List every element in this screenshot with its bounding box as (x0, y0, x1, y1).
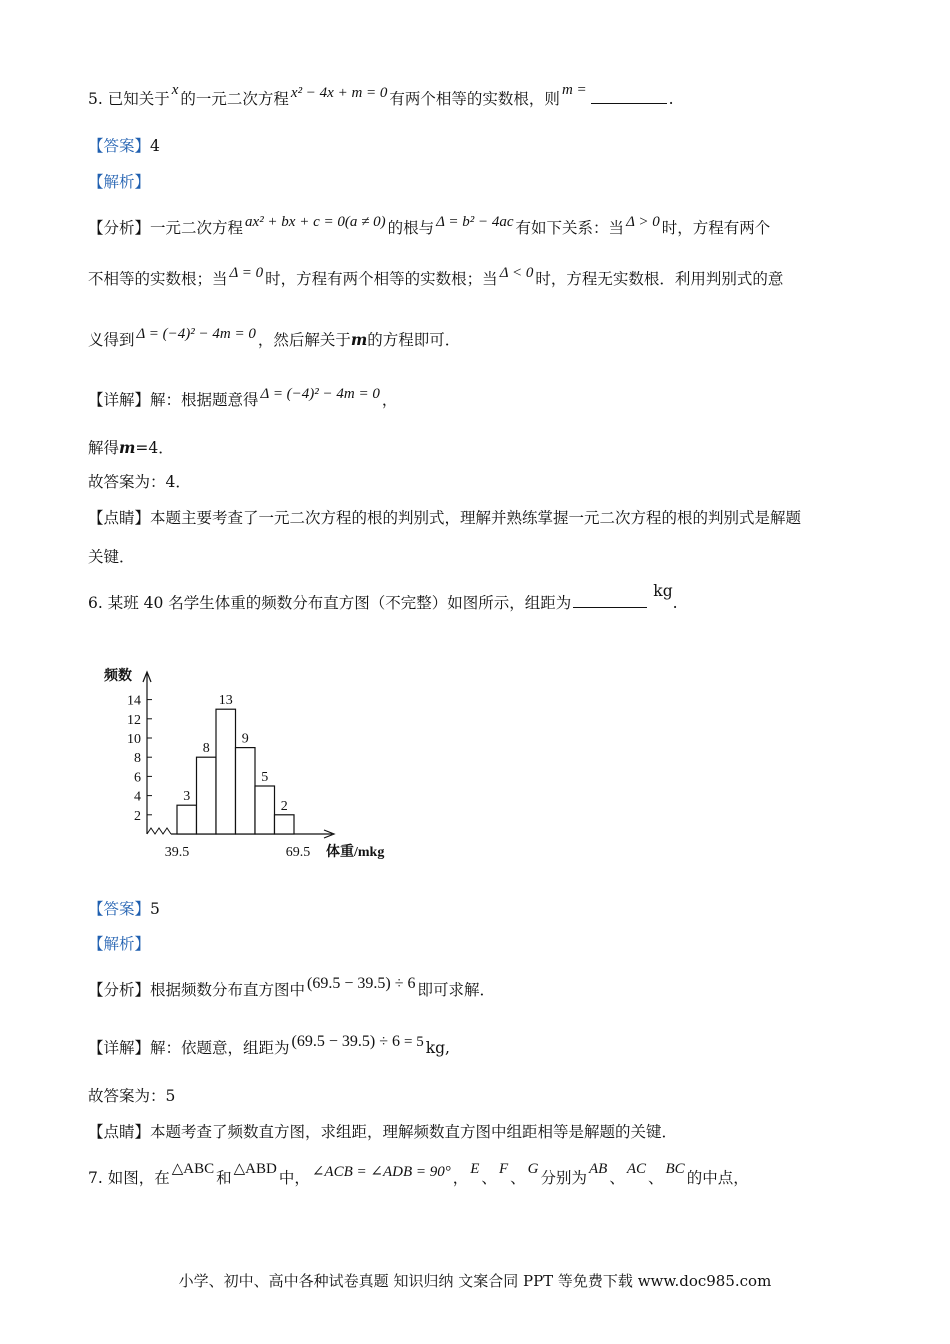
q5-fenxi-text-7: 时，方程无实数根．利用判别式的意 (535, 270, 784, 288)
q5-detail-text-2: ， (381, 391, 398, 409)
comment-tag: 【点睛】 (88, 1123, 151, 1141)
q7-sep-4: 、 (648, 1169, 664, 1187)
q5-fenxi-math-1: ax² + bx + c = 0(a ≠ 0) (245, 214, 386, 230)
q5-question (88, 82, 674, 111)
frequency-histogram (100, 660, 410, 865)
q5-fenxi-text-3: 有如下关系：当 (515, 219, 625, 237)
q6-fenxi-math: (69.5 − 39.5) ÷ 6 (307, 975, 416, 992)
q7-math-abd: △ABD (233, 1161, 277, 1177)
histogram-bar (236, 748, 256, 834)
x-tick-label: 69.5 (285, 845, 311, 860)
q7-math-f: F (498, 1161, 509, 1177)
y-tick-label: 12 (127, 712, 141, 728)
q5-answer-blank[interactable] (591, 89, 667, 104)
histogram-bar (197, 757, 217, 834)
q6-tail: . (672, 594, 678, 612)
q5-detail-var-m: m (119, 438, 136, 457)
q6-comment-text: 本题考查了频数直方图，求组距，理解频数直方图中组距相等是解题的关键． (150, 1123, 678, 1141)
q6-unit: kg (653, 582, 673, 600)
q5-math-m: m = (561, 82, 587, 98)
q7-math-e: E (470, 1161, 480, 1177)
q7-math-ac: AC (626, 1161, 646, 1177)
page-footer: 小学、初中、高中各种试卷真题 知识归纳 文案合同 PPT 等免费下载 www.doc985.com (178, 1272, 772, 1290)
q5-fenxi-math-2: Δ = b² − 4ac (436, 214, 514, 230)
q6-detail-math-1: (69.5 − 39.5) ÷ 6 (291, 1033, 400, 1050)
comment-tag: 【点睛】 (88, 509, 151, 527)
q7-math-g: G (527, 1161, 539, 1177)
q7-text-1: 7. 如图，在 (88, 1169, 170, 1187)
q7-sep-3: 、 (609, 1169, 625, 1187)
q7-text-5: 分别为 (540, 1169, 587, 1187)
q5-text-1: 5. 已知关于 (88, 90, 170, 108)
y-tick-label: 4 (134, 789, 141, 805)
y-tick-label: 14 (127, 693, 141, 709)
q5-text-3: 有两个相等的实数根，则 (389, 90, 560, 108)
bar-data-label: 5 (261, 770, 269, 785)
x-axis-break (147, 828, 171, 834)
q5-detail-line-3: 故答案为：4． (88, 473, 191, 491)
bar-data-label: 3 (183, 789, 191, 805)
q5-answer (88, 135, 160, 157)
q7-text-4: ， (452, 1169, 469, 1187)
y-axis-title: 频数 (104, 669, 132, 684)
q5-fenxi-line-3 (88, 326, 461, 352)
q5-math-equation: x² − 4x + m = 0 (290, 85, 388, 101)
q7-math-bc: BC (665, 1161, 685, 1177)
q5-tail: . (668, 90, 674, 108)
q5-detail-line-2 (88, 437, 174, 459)
q5-fenxi-var-m: m (350, 330, 368, 349)
q5-comment-line-2: 关键． (88, 548, 135, 566)
q7-text-6: 的中点， (686, 1169, 749, 1187)
q6-detail-text-1: 解：依题意，组距为 (150, 1039, 290, 1057)
q5-analysis (88, 171, 150, 193)
q5-fenxi-text-8: 义得到 (88, 331, 135, 349)
q6-answer-blank[interactable] (573, 593, 647, 608)
q7-math-abc: △ABC (171, 1161, 215, 1177)
q5-fenxi-text-4: 时，方程有两个 (661, 219, 771, 237)
q6-detail-text-2: kg, (425, 1039, 450, 1057)
q5-detail-line-1 (88, 386, 398, 412)
histogram-bar (177, 805, 197, 834)
y-tick-label: 10 (127, 732, 141, 747)
histogram-bar (275, 815, 295, 834)
q5-fenxi-text-2: 的根与 (387, 219, 435, 237)
chart-bars (177, 709, 294, 834)
y-tick-label: 2 (134, 808, 141, 824)
q6-fenxi-text-2: 即可求解． (417, 981, 496, 999)
answer-tag: 【答案】 (88, 137, 151, 155)
analysis-tag: 【解析】 (88, 173, 151, 191)
q5-fenxi-text-6: 时，方程有两个相等的实数根；当 (265, 270, 498, 288)
fenxi-tag: 【分析】 (88, 981, 151, 999)
q6-fenxi (88, 975, 496, 1002)
q6-fenxi-text-1: 根据频数分布直方图中 (150, 981, 306, 999)
q5-fenxi-math-5: Δ < 0 (499, 265, 534, 281)
q6-analysis (88, 933, 150, 955)
q6-question (88, 582, 678, 614)
bar-data-label: 9 (241, 731, 249, 747)
y-tick-label: 6 (134, 770, 141, 786)
q5-fenxi-text-10: 的方程即可． (367, 331, 461, 349)
q7-math-angles: ∠ACB = ∠ADB = 90° (311, 1164, 451, 1180)
q7-sep-2: 、 (510, 1169, 526, 1187)
x-tick-label: 39.5 (164, 845, 190, 860)
answer-tag: 【答案】 (88, 900, 151, 918)
q5-fenxi-math-6: Δ = (−4)² − 4m = 0 (136, 326, 256, 342)
bar-data-label: 2 (280, 798, 288, 814)
q6-detail-line-2: 故答案为：5 (88, 1087, 176, 1105)
x-axis-title: 体重/mkg (326, 845, 385, 860)
q6-detail-math-2: = 5 (404, 1034, 424, 1050)
detail-tag: 【详解】 (88, 1039, 151, 1057)
histogram-bar (255, 786, 275, 834)
q7-question (88, 1161, 749, 1190)
q5-fenxi-line-1 (88, 214, 771, 240)
q5-fenxi-text-5: 不相等的实数根；当 (88, 270, 228, 288)
histogram-bar (216, 709, 236, 834)
y-tick-label: 8 (134, 751, 141, 767)
q5-fenxi-math-4: Δ = 0 (229, 265, 264, 281)
q5-comment-text-1: 本题主要考查了一元二次方程的根的判别式，理解并熟练掌握一元二次方程的根的判别式是解题 (150, 509, 802, 527)
detail-tag: 【详解】 (88, 391, 151, 409)
q5-comment-line-1 (88, 507, 801, 529)
q5-math-x: x (171, 82, 179, 98)
analysis-tag: 【解析】 (88, 935, 151, 953)
q5-fenxi-math-3: Δ > 0 (626, 214, 660, 230)
q5-fenxi-text-1: 一元二次方程 (150, 219, 244, 237)
q5-detail-text-4: =4． (135, 439, 174, 457)
q7-sep-1: 、 (481, 1169, 497, 1187)
q5-detail-text-3: 解得 (88, 439, 120, 457)
q5-detail-math-1: Δ = (−4)² − 4m = 0 (260, 386, 380, 402)
bar-data-label: 8 (202, 741, 210, 757)
q5-detail-text-1: 解：根据题意得 (150, 391, 259, 409)
q5-fenxi-text-9: ，然后解关于 (257, 331, 351, 349)
fenxi-tag: 【分析】 (88, 219, 151, 237)
q5-fenxi-line-2 (88, 265, 784, 291)
q6-answer (88, 898, 160, 920)
q6-text-1: 6. 某班 40 名学生体重的频数分布直方图（不完整）如图所示，组距为 (88, 594, 572, 612)
q6-comment (88, 1121, 677, 1143)
q5-text-2: 的一元二次方程 (180, 90, 289, 108)
q5-answer-value: 4 (150, 137, 160, 155)
q6-answer-value: 5 (150, 900, 160, 918)
bar-data-label: 13 (218, 693, 233, 709)
q7-text-2: 和 (216, 1169, 232, 1187)
q7-text-3: 中， (278, 1169, 310, 1187)
q6-detail (88, 1033, 450, 1060)
q7-math-ab: AB (588, 1161, 608, 1177)
